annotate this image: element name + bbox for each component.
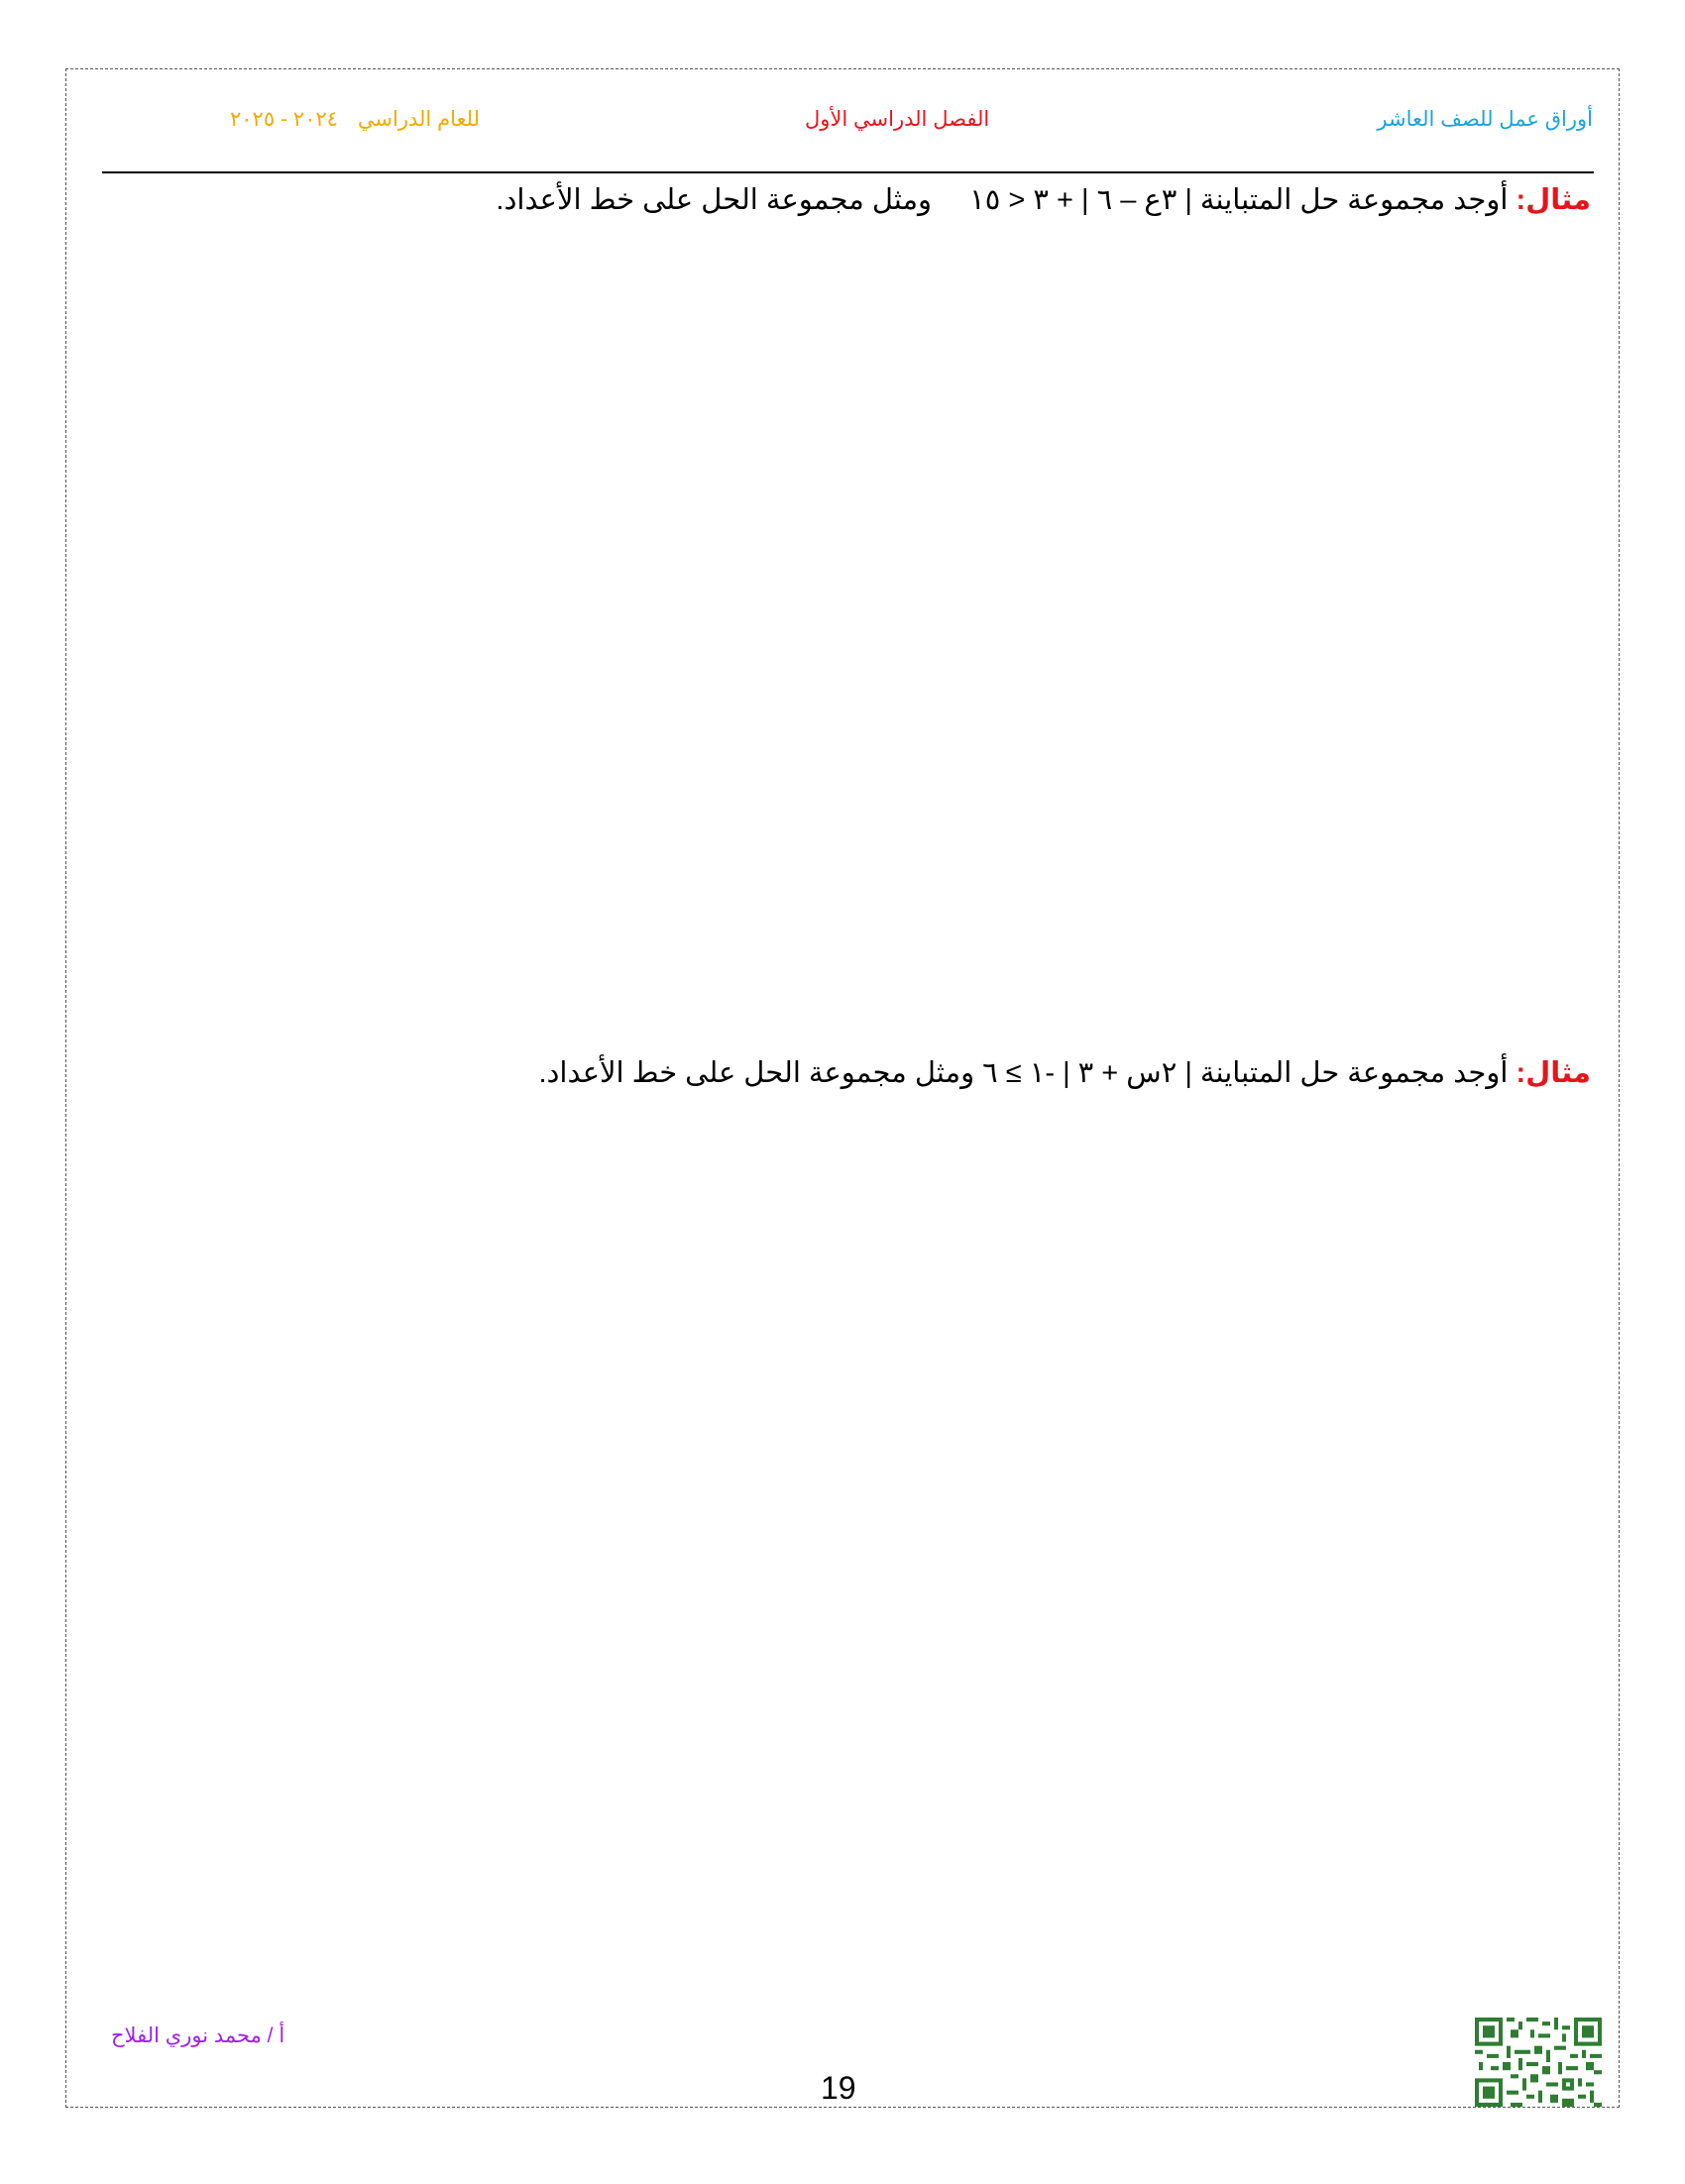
example-1-label: مثال:	[1516, 184, 1591, 216]
example-2-label: مثال:	[1516, 1057, 1591, 1089]
example-1-inequality: أوجد مجموعة حل المتباينة | ٣ع – ٦ | + ٣ < ١٥	[969, 184, 1509, 216]
header-academic-year	[230, 107, 480, 132]
example-1-instruction: ومثل مجموعة الحل على خط الأعداد.	[496, 184, 933, 216]
header-semester: الفصل الدراسي الأول	[805, 108, 990, 131]
example-2-inequality: أوجد مجموعة حل المتباينة | ٢س + ٣ | -١ ≥ ٦	[982, 1057, 1509, 1089]
example-2-instruction: ومثل مجموعة الحل على خط الأعداد.	[538, 1057, 975, 1089]
example-1	[496, 182, 1591, 218]
qr-code-icon	[1475, 2018, 1602, 2107]
page-number: 19	[821, 2070, 856, 2106]
header-academic-year-value: ٢٠٢٤ - ٢٠٢٥	[230, 108, 338, 131]
header-course-title: أوراق عمل للصف العاشر	[1377, 108, 1593, 131]
header-divider	[102, 171, 1594, 173]
example-2	[538, 1055, 1591, 1091]
author-name: أ / محمد نوري الفلاح	[111, 2024, 285, 2047]
header-academic-year-label: للعام الدراسي	[357, 108, 480, 131]
